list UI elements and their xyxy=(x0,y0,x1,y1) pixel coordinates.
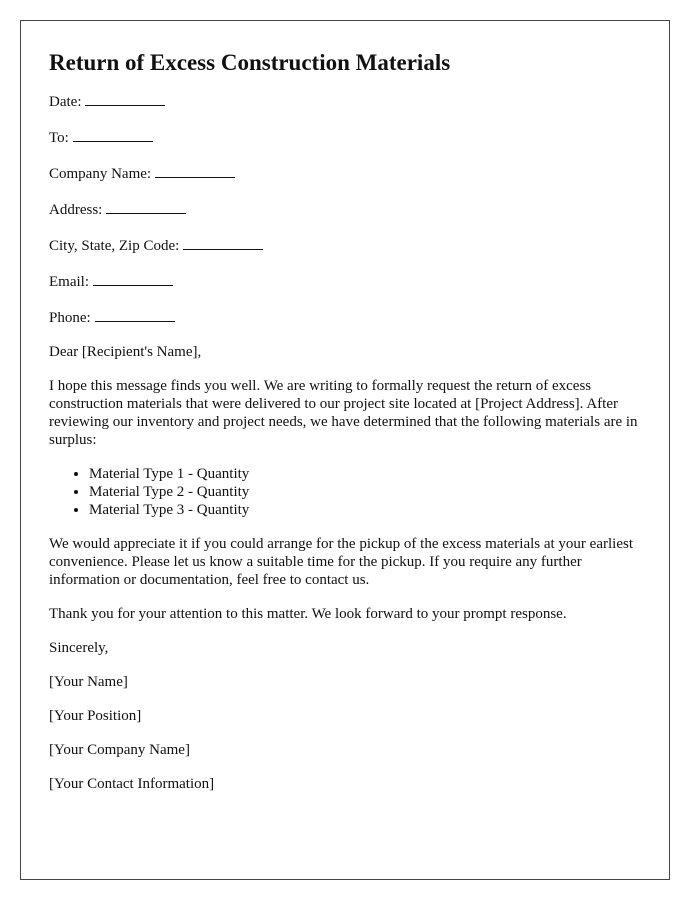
company-name-label: Company Name: xyxy=(49,166,152,182)
date-blank-line xyxy=(85,91,165,106)
body-paragraph-request: We would appreciate it if you could arrange for the pickup of the excess materials at your earliest convenience. Please let us know a suitable time for the pickup. If you require any further information or documentation, feel free to contact us. xyxy=(49,536,633,588)
city-state-zip-field xyxy=(49,235,649,255)
list-item: • Material Type 3 - Quantity xyxy=(89,501,649,519)
signature-contact: [Your Contact Information] xyxy=(49,776,215,792)
email-label: Email: xyxy=(49,274,89,290)
list-item: • Material Type 1 - Quantity xyxy=(89,465,649,483)
city-state-zip-label: City, State, Zip Code: xyxy=(49,238,180,254)
phone-blank-line xyxy=(95,307,175,322)
list-item: • Material Type 2 - Quantity xyxy=(89,483,649,501)
body-paragraph-thanks: Thank you for your attention to this matter. We look forward to your prompt response. xyxy=(49,606,567,622)
closing: Sincerely, xyxy=(49,640,109,656)
to-label: To: xyxy=(49,130,69,146)
signature-name: [Your Name] xyxy=(49,674,128,690)
salutation: Dear [Recipient's Name], xyxy=(49,344,202,360)
letter-title: Return of Excess Construction Materials xyxy=(49,50,451,75)
phone-field xyxy=(49,307,649,327)
phone-label: Phone: xyxy=(49,310,91,326)
date-label: Date: xyxy=(49,94,82,110)
company-name-field xyxy=(49,163,649,183)
body-paragraph-intro: I hope this message finds you well. We are writing to formally request the return of excess construction materials that were delivered to our project site located at [Project Address]. After reviewing our inventory and project needs, we have determined that the following materials are in surplus: xyxy=(49,378,638,448)
signature-company: [Your Company Name] xyxy=(49,742,190,758)
city-state-zip-blank-line xyxy=(183,235,263,250)
company-name-blank-line xyxy=(155,163,235,178)
to-blank-line xyxy=(73,127,153,142)
materials-list xyxy=(49,465,649,519)
address-label: Address: xyxy=(49,202,103,218)
signature-position: [Your Position] xyxy=(49,708,142,724)
email-blank-line xyxy=(93,271,173,286)
to-field xyxy=(49,127,649,147)
address-field xyxy=(49,199,649,219)
email-field xyxy=(49,271,649,291)
address-blank-line xyxy=(106,199,186,214)
letter-document xyxy=(20,20,670,880)
date-field xyxy=(49,91,649,111)
